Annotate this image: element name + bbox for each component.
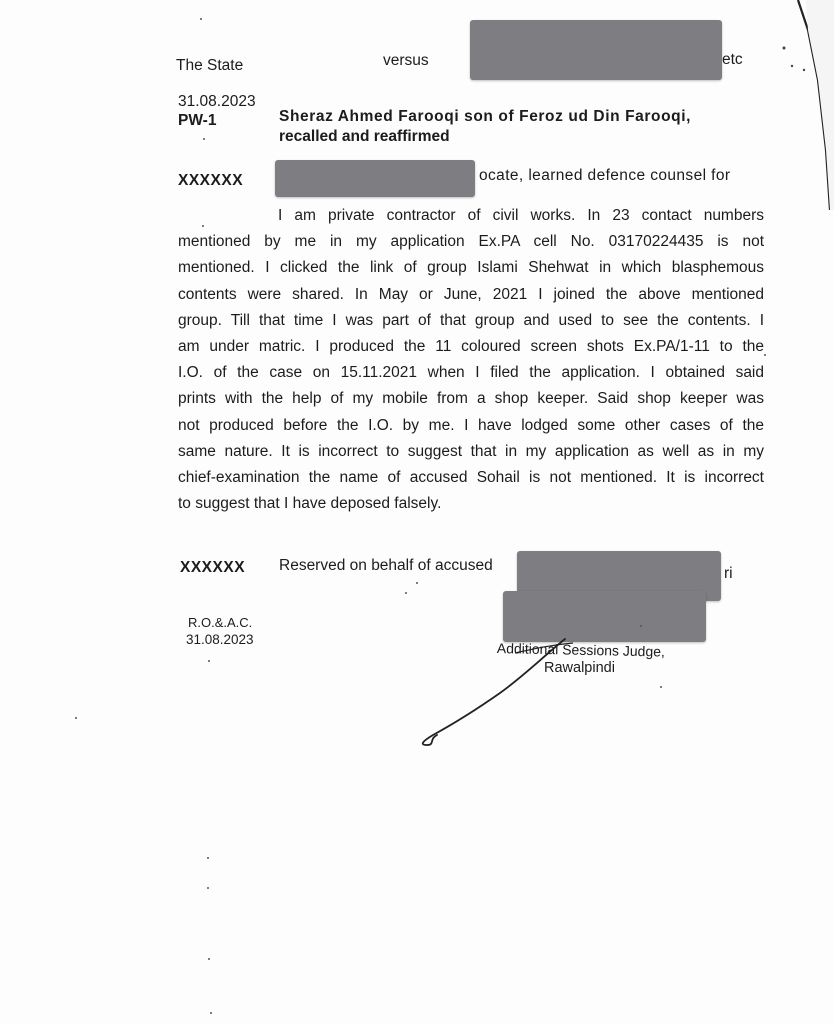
speck [208, 660, 210, 662]
rcac-label: R.O.&.A.C. [188, 615, 253, 630]
speck [203, 138, 205, 140]
versus-label: versus [383, 52, 429, 69]
speck [660, 686, 662, 688]
cross-exam-marker: XXXXXX [178, 172, 244, 189]
rcac-date: 31.08.2023 [186, 632, 254, 647]
speck [405, 592, 407, 594]
testimony-line: I am private contractor of civil works. In 23 contact numbers [278, 207, 764, 224]
redacted-accused-name [470, 20, 722, 80]
paper-edge-shadow [770, 0, 834, 210]
speck [200, 18, 202, 20]
speck [764, 354, 766, 356]
speck [210, 1012, 212, 1014]
testimony-line: am under matric. I produced the 11 coloured screen shots Ex.PA/1-11 to the [178, 338, 764, 356]
judge-title: Additional Sessions Judge, [496, 640, 666, 660]
reserved-marker: XXXXXX [180, 559, 246, 576]
speck [207, 887, 209, 889]
testimony-line: mentioned by me in my application Ex.PA cell No. 03170224435 is not [178, 233, 764, 251]
reserved-text: Reserved on behalf of accused [279, 557, 493, 574]
entry-date: 31.08.2023 [178, 93, 256, 110]
witness-status: recalled and reaffirmed [279, 128, 450, 145]
redacted-counsel-name [275, 160, 475, 197]
speck [75, 717, 77, 719]
reserved-suffix: ri [724, 565, 733, 582]
speck [416, 582, 418, 584]
judge-place: Rawalpindi [544, 660, 615, 676]
testimony-line: group. Till that time I was part of that group and used to see the contents. I [178, 311, 764, 329]
speck [207, 857, 209, 859]
counsel-text: ocate, learned defence counsel for [479, 167, 731, 184]
testimony-line: mentioned. I clicked the link of group Islami Shehwat in which blasphemous [178, 259, 764, 277]
testimony-body [178, 203, 764, 517]
speck [208, 958, 210, 960]
testimony-line: same nature. It is incorrect to suggest that in my application as well as in my [178, 442, 764, 460]
testimony-line: to suggest that I have deposed falsely. [178, 495, 442, 513]
testimony-line: I.O. of the case on 15.11.2021 when I filed the application. I obtained said [178, 364, 764, 382]
speck [640, 625, 642, 627]
testimony-line: not produced before the I.O. by me. I have lodged some other cases of the [178, 416, 764, 434]
witness-number: PW-1 [178, 112, 217, 129]
testimony-line: prints with the help of my mobile from a shop keeper. Said shop keeper was [178, 390, 764, 408]
testimony-line: contents were shared. In May or June, 2021 I joined the above mentioned [178, 285, 764, 303]
judge-signature [415, 635, 595, 750]
party-left: The State [176, 57, 244, 74]
speck [202, 225, 204, 227]
witness-name: Sheraz Ahmed Farooqi son of Feroz ud Din Farooqi, [279, 108, 692, 125]
party-right-suffix: etc [722, 51, 743, 68]
testimony-line: chief-examination the name of accused Sohail is not mentioned. It is incorrect [178, 469, 764, 487]
